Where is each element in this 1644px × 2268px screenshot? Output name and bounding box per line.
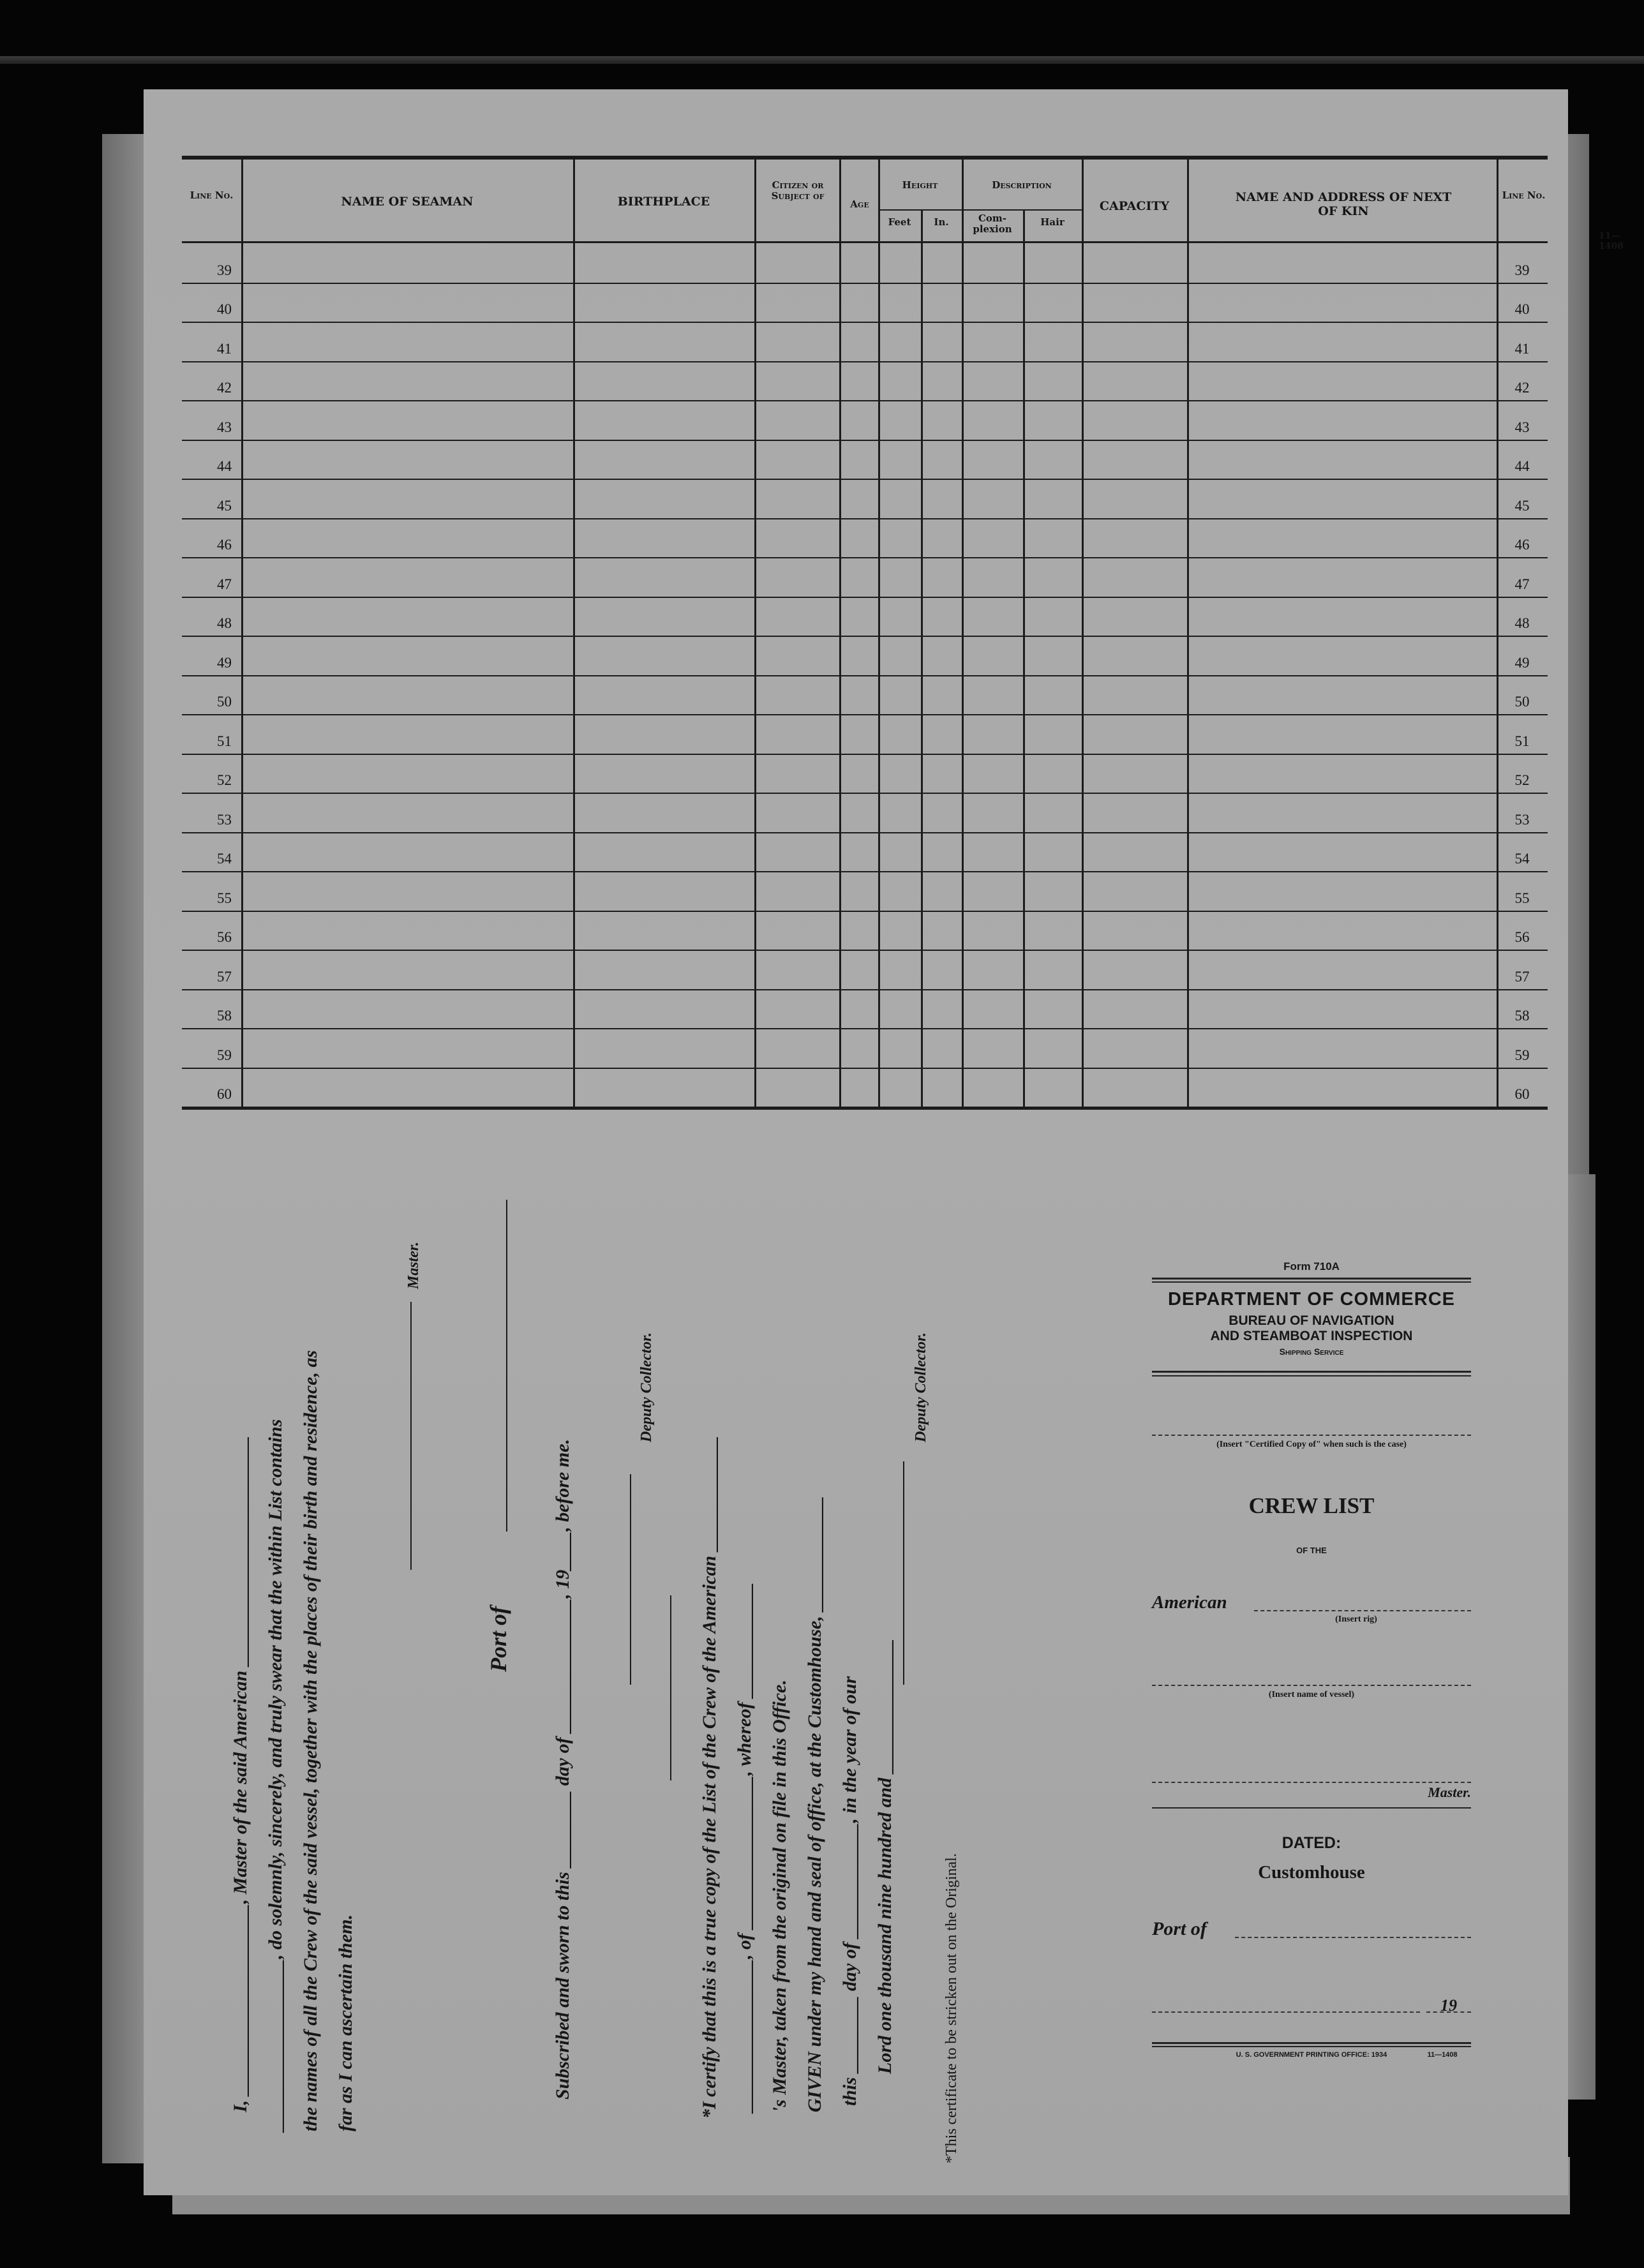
table-row-rule [182, 597, 1548, 598]
row-number-left: 46 [217, 537, 232, 553]
table-row-rule [182, 322, 1548, 323]
left-page-edge [102, 134, 147, 2163]
row-number-left: 49 [217, 655, 232, 671]
row-number-left: 59 [217, 1047, 232, 1063]
row-number-right: 54 [1514, 851, 1530, 867]
row-number-left: 51 [217, 733, 232, 749]
row-number-right: 49 [1514, 655, 1530, 671]
row-number-left: 44 [217, 458, 232, 474]
row-number-left: 60 [217, 1086, 232, 1102]
table-row-rule [182, 911, 1548, 912]
row-number-right: 52 [1514, 772, 1530, 788]
table-row-rule [182, 636, 1548, 637]
table-row-rule [182, 989, 1548, 990]
row-number-left: 50 [217, 694, 232, 710]
header-complexion: Com- plexion [973, 213, 1012, 235]
row-number-left: 55 [217, 890, 232, 906]
oath-line-3: the names of all the Crew of the said vessel, together with the places of their birth and residence, as [300, 1350, 321, 2131]
table-row-rule [182, 832, 1548, 833]
cover-dated: DATED: [1282, 1834, 1341, 1852]
certify-line-2: ________________, of ________________, whereof ____________ [734, 1583, 755, 2112]
row-number-right: 59 [1514, 1047, 1530, 1063]
row-number-left: 57 [217, 969, 232, 985]
header-description: Description [992, 179, 1052, 191]
table-row-rule [182, 479, 1548, 480]
table-row-rule [182, 1028, 1548, 1029]
row-number-right: 48 [1514, 615, 1530, 631]
row-number-right: 53 [1514, 812, 1530, 828]
header-feet: Feet [888, 216, 911, 228]
header-inches: In. [934, 216, 949, 228]
cover-bureau-1: BUREAU OF NAVIGATION [1229, 1313, 1394, 1328]
table-row-rule [182, 557, 1548, 558]
row-number-left: 40 [217, 301, 232, 317]
header-line-no: Line No. [190, 190, 234, 201]
row-number-right: 41 [1514, 341, 1530, 357]
cover-of-the: OF THE [1296, 1546, 1327, 1555]
row-number-right: 51 [1514, 733, 1530, 749]
cover-insert-copy: (Insert "Certified Copy of" when such is the case) [1216, 1440, 1407, 1449]
master-label: Master. [405, 1241, 422, 1289]
header-line-no-right: Line No. [1502, 190, 1546, 201]
certify-line-6: Lord one thousand nine hundred and ______________ [874, 1639, 895, 2074]
cover-master: Master. [1428, 1784, 1471, 1800]
header-capacity: CAPACITY [1099, 199, 1170, 213]
cover-title: CREW LIST [1248, 1493, 1375, 1518]
table-row-rule [182, 950, 1548, 951]
row-number-right: 50 [1514, 694, 1530, 710]
row-number-right: 39 [1514, 262, 1530, 278]
header-height: Height [902, 179, 938, 191]
row-number-left: 39 [217, 262, 232, 278]
table-row-rule [182, 361, 1548, 362]
row-number-right: 42 [1514, 380, 1530, 396]
table-row-rule [182, 518, 1548, 519]
cover-bureau-2: AND STEAMBOAT INSPECTION [1210, 1329, 1413, 1343]
row-number-right: 47 [1514, 576, 1530, 592]
table-row-rule [182, 871, 1548, 872]
row-number-right: 56 [1514, 929, 1530, 945]
table-row-rule [182, 400, 1548, 401]
table-row-rule [182, 754, 1548, 755]
certify-line-1: *I certify that this is a true copy of the List of the Crew of the American ____________ [699, 1436, 720, 2119]
header-name-of-seaman: NAME OF SEAMAN [341, 195, 474, 209]
row-number-left: 58 [217, 1008, 232, 1024]
row-number-left: 54 [217, 851, 232, 867]
table-row-rule [182, 1068, 1548, 1069]
oath-line-4: far as I can ascertain them. [335, 1914, 356, 2131]
row-number-left: 41 [217, 341, 232, 357]
certify-line-4: GIVEN under my hand and seal of office, at the Customhouse, ____________ [804, 1496, 825, 2112]
port-of-label: Port of [486, 1606, 511, 1672]
cover-customhouse: Customhouse [1258, 1862, 1365, 1883]
certify-line-3: 's Master, taken from the original on file in this Office. [769, 1680, 790, 2112]
footnote: *This certificate to be stricken out on the Original. [943, 1853, 960, 2163]
header-age: Age [850, 198, 869, 210]
table-row-rule [182, 675, 1548, 676]
cover-service: Shipping Service [1279, 1347, 1344, 1357]
cover-year: 19 [1440, 1996, 1457, 2015]
certify-line-5: this ________ day of ____________, in the year of our [839, 1676, 860, 2106]
row-number-right: 40 [1514, 301, 1530, 317]
subscribed-line: Subscribed and sworn to this ________ day of ______________, 19____, before me. [552, 1438, 573, 2100]
oath-line-1: I, ____________________, Master of the said American ________________________ [230, 1436, 251, 2112]
oath-line-2: __________________, do solemnly, sincerely, and truly swear that the within List contains [265, 1419, 286, 2131]
row-number-right: 55 [1514, 890, 1530, 906]
row-number-left: 56 [217, 929, 232, 945]
row-number-left: 53 [217, 812, 232, 828]
cover-form-number: Form 710A [1283, 1260, 1340, 1272]
deputy-collector-2: Deputy Collector. [913, 1332, 929, 1442]
row-number-right: 43 [1514, 419, 1530, 435]
header-birthplace: BIRTHPLACE [617, 195, 710, 209]
table-row-rule [182, 283, 1548, 284]
row-number-right: 44 [1514, 458, 1530, 474]
top-edge [0, 56, 1644, 64]
crew-list-page [144, 89, 1624, 2195]
cover-printer-form: 11—1408 [1427, 2051, 1458, 2059]
cover-insert-vessel: (Insert name of vessel) [1268, 1690, 1355, 1699]
cover-printer: U. S. GOVERNMENT PRINTING OFFICE: 1934 [1236, 2051, 1387, 2059]
row-number-right: 46 [1514, 537, 1530, 553]
row-number-right: 57 [1514, 969, 1530, 985]
cover-american: American [1152, 1592, 1227, 1613]
header-next-of-kin: NAME AND ADDRESS OF NEXT OF KIN [1235, 190, 1452, 218]
form-number-top: 11—1408 [1599, 231, 1624, 251]
row-number-left: 48 [217, 615, 232, 631]
row-number-right: 58 [1514, 1008, 1530, 1024]
deputy-collector-1: Deputy Collector. [638, 1332, 655, 1442]
table-row-rule [182, 793, 1548, 794]
row-number-left: 47 [217, 576, 232, 592]
cover-insert-rig: (Insert rig) [1335, 1615, 1377, 1624]
row-number-right: 45 [1514, 498, 1530, 514]
header-hair: Hair [1040, 216, 1065, 228]
row-number-left: 42 [217, 380, 232, 396]
row-number-left: 52 [217, 772, 232, 788]
row-number-left: 43 [217, 419, 232, 435]
cover-department: DEPARTMENT OF COMMERCE [1167, 1289, 1455, 1309]
table-row-rule [182, 440, 1548, 441]
cover-port-of: Port of [1152, 1918, 1207, 1939]
row-number-left: 45 [217, 498, 232, 514]
table-row-rule [182, 714, 1548, 715]
header-citizen: Citizen or Subject of [771, 179, 825, 202]
row-number-right: 60 [1514, 1086, 1530, 1102]
